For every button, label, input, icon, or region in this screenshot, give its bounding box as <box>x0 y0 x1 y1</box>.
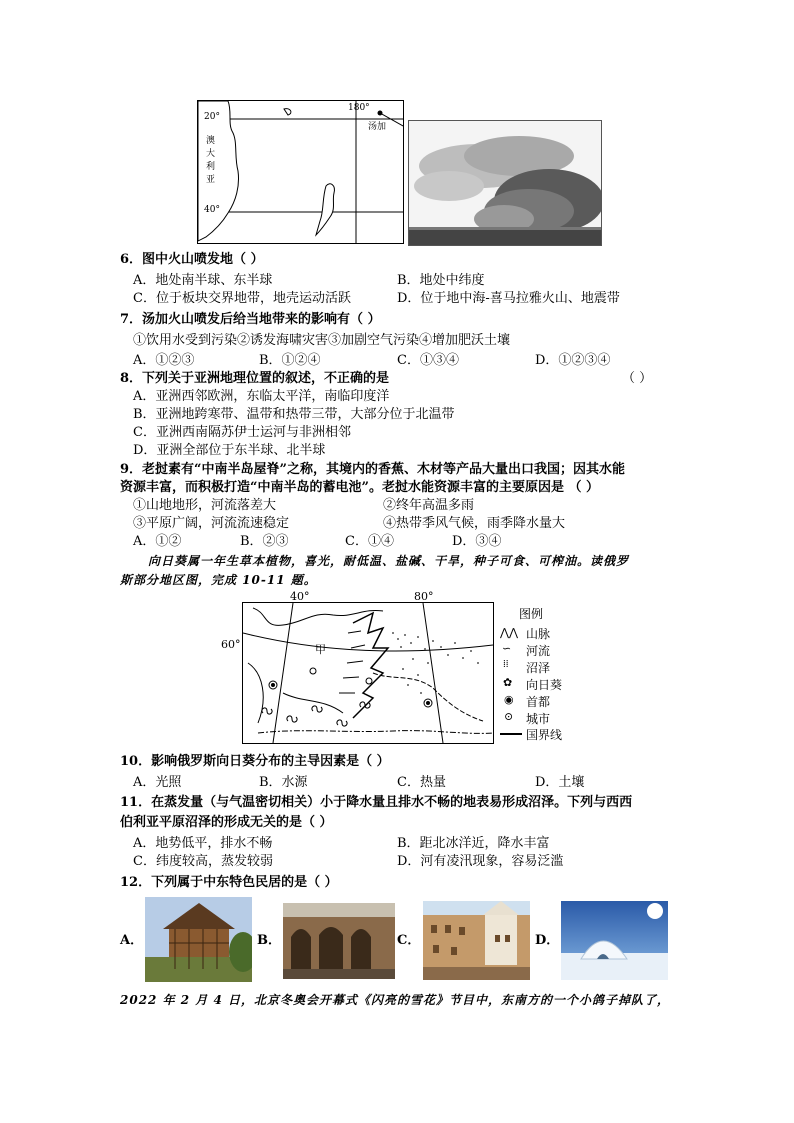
legend-border: 国界线 <box>526 728 563 742</box>
q12-option-b-label[interactable]: B． <box>257 933 281 948</box>
city-icon: ⊙ <box>504 710 514 723</box>
q8-option-d[interactable]: D．亚洲全部位于东半球、北半球 <box>133 443 326 458</box>
q12-option-d-label[interactable]: D． <box>535 933 560 948</box>
q9-option-a[interactable]: A．①② <box>133 534 182 549</box>
q12-option-a-label[interactable]: A． <box>120 933 144 948</box>
australia-label: 澳大利亚 <box>206 136 216 185</box>
q12-option-c-label[interactable]: C． <box>397 933 421 948</box>
legend-title: 图例 <box>519 607 544 621</box>
lon-40-label: 40° <box>290 590 310 603</box>
q11-option-b[interactable]: B．距北冰洋近，降水丰富 <box>397 836 550 851</box>
swamp-icon: ⁞⁞ <box>503 659 509 670</box>
q6-option-a[interactable]: A．地处南半球、东半球 <box>133 273 273 288</box>
q6-option-d[interactable]: D．位于地中海-喜马拉雅火山、地震带 <box>397 291 620 306</box>
q9-item-3: ③平原广阔，河流流速稳定 <box>133 516 290 531</box>
q7-items: ①饮用水受到污染②诱发海啸灾害③加剧空气污染④增加肥沃土壤 <box>133 333 511 348</box>
q7-option-c[interactable]: C．①③④ <box>397 353 459 368</box>
legend-city: 城市 <box>526 712 551 726</box>
tonga-map <box>197 100 404 244</box>
legend-mountain: 山脉 <box>526 627 551 641</box>
lat-60-label: 60° <box>221 638 241 651</box>
q8-option-b[interactable]: B．亚洲地跨寒带、温带和热带三带，大部分位于北温带 <box>133 407 455 422</box>
lon-180-label: 180° <box>348 103 370 113</box>
q11-stem-line2: 伯利亚平原沼泽的形成无关的是（ ） <box>120 815 333 830</box>
q11-option-d[interactable]: D．河有凌汛现象，容易泛滥 <box>397 854 564 869</box>
q12-stem: 12．下列属于中东特色民居的是（ ） <box>120 875 338 890</box>
q9-stem-line2: 资源丰富，而积极打造“中南半岛的蓄电池”。老挝水能资源丰富的主要原因是 （ ） <box>120 480 600 495</box>
q9-item-2: ②终年高温多雨 <box>383 498 475 513</box>
russia-map <box>242 602 494 744</box>
lon-80-label: 80° <box>414 590 434 603</box>
q10-option-c[interactable]: C．热量 <box>397 775 446 790</box>
q10-option-b[interactable]: B．水源 <box>259 775 308 790</box>
capital-icon: ◉ <box>504 693 514 706</box>
volcano-eruption-photo <box>408 120 602 246</box>
lat-20-label: 20° <box>204 112 220 122</box>
q9-option-c[interactable]: C．①④ <box>345 534 394 549</box>
q9-option-d[interactable]: D．③④ <box>452 534 502 549</box>
q11-stem-line1: 11．在蒸发量（与气温密切相关）小于降水量且排水不畅的地表易形成沼泽。下列与西西 <box>120 795 633 810</box>
q8-option-a[interactable]: A．亚洲西邻欧洲，东临太平洋，南临印度洋 <box>133 389 390 404</box>
jia-label: 甲 <box>315 643 326 656</box>
legend-sunflower: 向日葵 <box>526 678 563 692</box>
q9-option-b[interactable]: B．②③ <box>240 534 289 549</box>
q8-option-c[interactable]: C．亚洲西南隔苏伊士运河与非洲相邻 <box>133 425 351 440</box>
legend-capital: 首都 <box>526 695 551 709</box>
q8-bracket: （ ） <box>622 371 653 386</box>
tonga-label: 汤加 <box>368 122 387 132</box>
q11-option-c[interactable]: C．纬度较高，蒸发较弱 <box>133 854 273 869</box>
q12-option-b-photo[interactable] <box>283 903 395 979</box>
q6-option-b[interactable]: B．地处中纬度 <box>397 273 485 288</box>
q9-stem-line1: 9．老挝素有“中南半岛屋脊”之称，其境内的香蕉、木材等产品大量出口我国；因其水能 <box>120 462 626 477</box>
q7-option-a[interactable]: A．①②③ <box>133 353 195 368</box>
river-icon: ∽ <box>502 642 512 655</box>
q11-option-a[interactable]: A．地势低平，排水不畅 <box>133 836 273 851</box>
mountain-icon: ⋀⋀ <box>500 626 519 639</box>
q6-stem: 6．图中火山喷发地（ ） <box>120 252 264 267</box>
legend-swamp: 沼泽 <box>526 661 551 675</box>
q10-stem: 10．影响俄罗斯向日葵分布的主导因素是（ ） <box>120 754 390 769</box>
q12-option-c-photo[interactable] <box>423 901 530 980</box>
q8-stem: 8．下列关于亚洲地理位置的叙述，不正确的是 <box>120 371 390 386</box>
q10-option-a[interactable]: A．光照 <box>133 775 182 790</box>
q10-option-d[interactable]: D．土壤 <box>535 775 585 790</box>
q9-item-1: ①山地地形，河流落差大 <box>133 498 277 513</box>
intro-10-line2: 斯部分地区图，完成 10-11 题。 <box>120 573 317 587</box>
border-icon <box>500 733 522 735</box>
russia-map-svg <box>243 603 493 743</box>
q12-option-a-photo[interactable] <box>145 897 252 982</box>
intro-10-line1: 向日葵属一年生草本植物，喜光，耐低温、盐碱、干旱，种子可食、可榨油。读俄罗 <box>148 554 630 568</box>
lat-40-label: 40° <box>204 205 220 215</box>
sunflower-icon: ✿ <box>503 676 513 689</box>
q7-option-d[interactable]: D．①②③④ <box>535 353 611 368</box>
intro-13-line1: 2022 年 2 月 4 日，北京冬奥会开幕式《闪亮的雪花》节目中，东南方的一个小鸽子掉队了， <box>120 993 670 1007</box>
q7-stem: 7．汤加火山喷发后给当地带来的影响有（ ） <box>120 312 381 327</box>
q9-item-4: ④热带季风气候，雨季降水量大 <box>383 516 566 531</box>
q6-option-c[interactable]: C．位于板块交界地带，地壳运动活跃 <box>133 291 351 306</box>
legend-river: 河流 <box>526 644 551 658</box>
q12-option-d-photo[interactable] <box>561 901 668 980</box>
q7-option-b[interactable]: B．①②④ <box>259 353 321 368</box>
